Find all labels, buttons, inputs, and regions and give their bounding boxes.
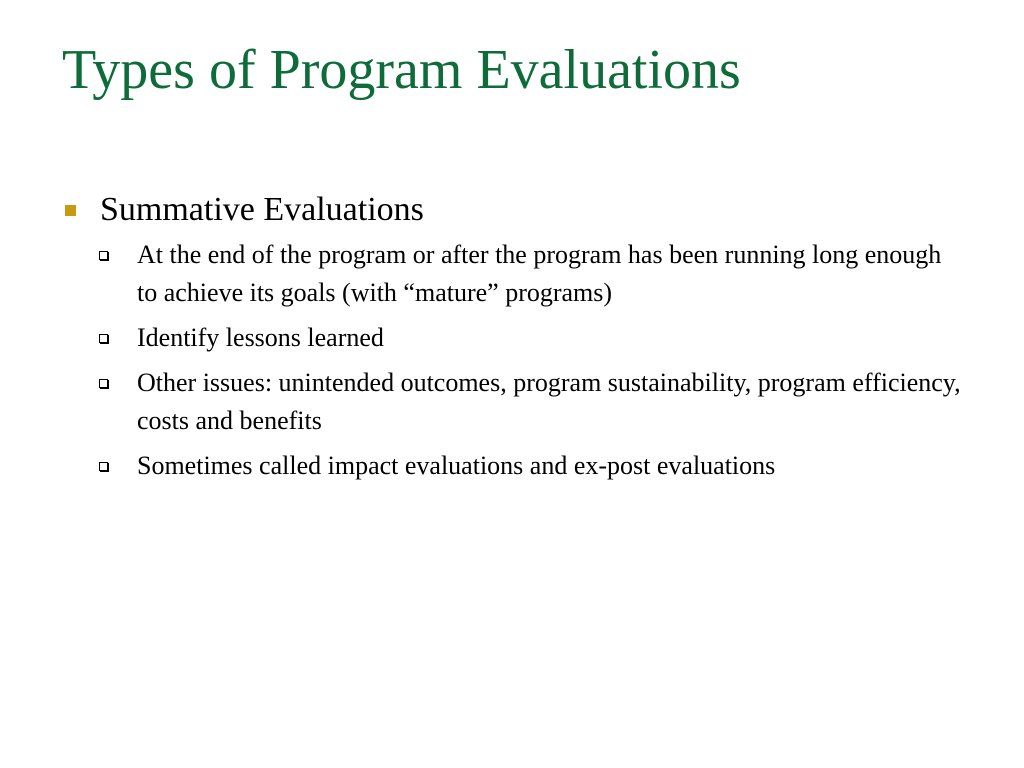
hollow-square-bullet-icon — [99, 462, 108, 471]
sub-bullet-text: Sometimes called impact evaluations and ex-post evaluations — [137, 451, 776, 480]
bullet-text: Summative Evaluations — [100, 191, 424, 228]
hollow-square-bullet-icon — [99, 379, 108, 388]
sub-bullet-item — [62, 319, 962, 357]
sub-bullet-text: Other issues: unintended outcomes, program sustainability, program efficiency, costs and benefits — [137, 368, 961, 435]
sub-bullet-item — [62, 236, 962, 312]
hollow-square-bullet-icon — [99, 251, 108, 260]
sub-bullet-item — [62, 447, 962, 485]
hollow-square-bullet-icon — [99, 334, 108, 343]
sub-bullet-text: At the end of the program or after the program has been running long enough to achieve its goals (with “mature” programs) — [137, 240, 942, 307]
bullet-list — [62, 188, 962, 492]
sub-bullet-list — [62, 236, 962, 485]
sub-bullet-item — [62, 364, 962, 440]
slide-title: Types of Program Evaluations — [62, 39, 741, 101]
filled-square-bullet-icon — [65, 205, 76, 216]
sub-bullet-text: Identify lessons learned — [137, 323, 384, 352]
bullet-item-summative-evaluations — [62, 188, 962, 232]
